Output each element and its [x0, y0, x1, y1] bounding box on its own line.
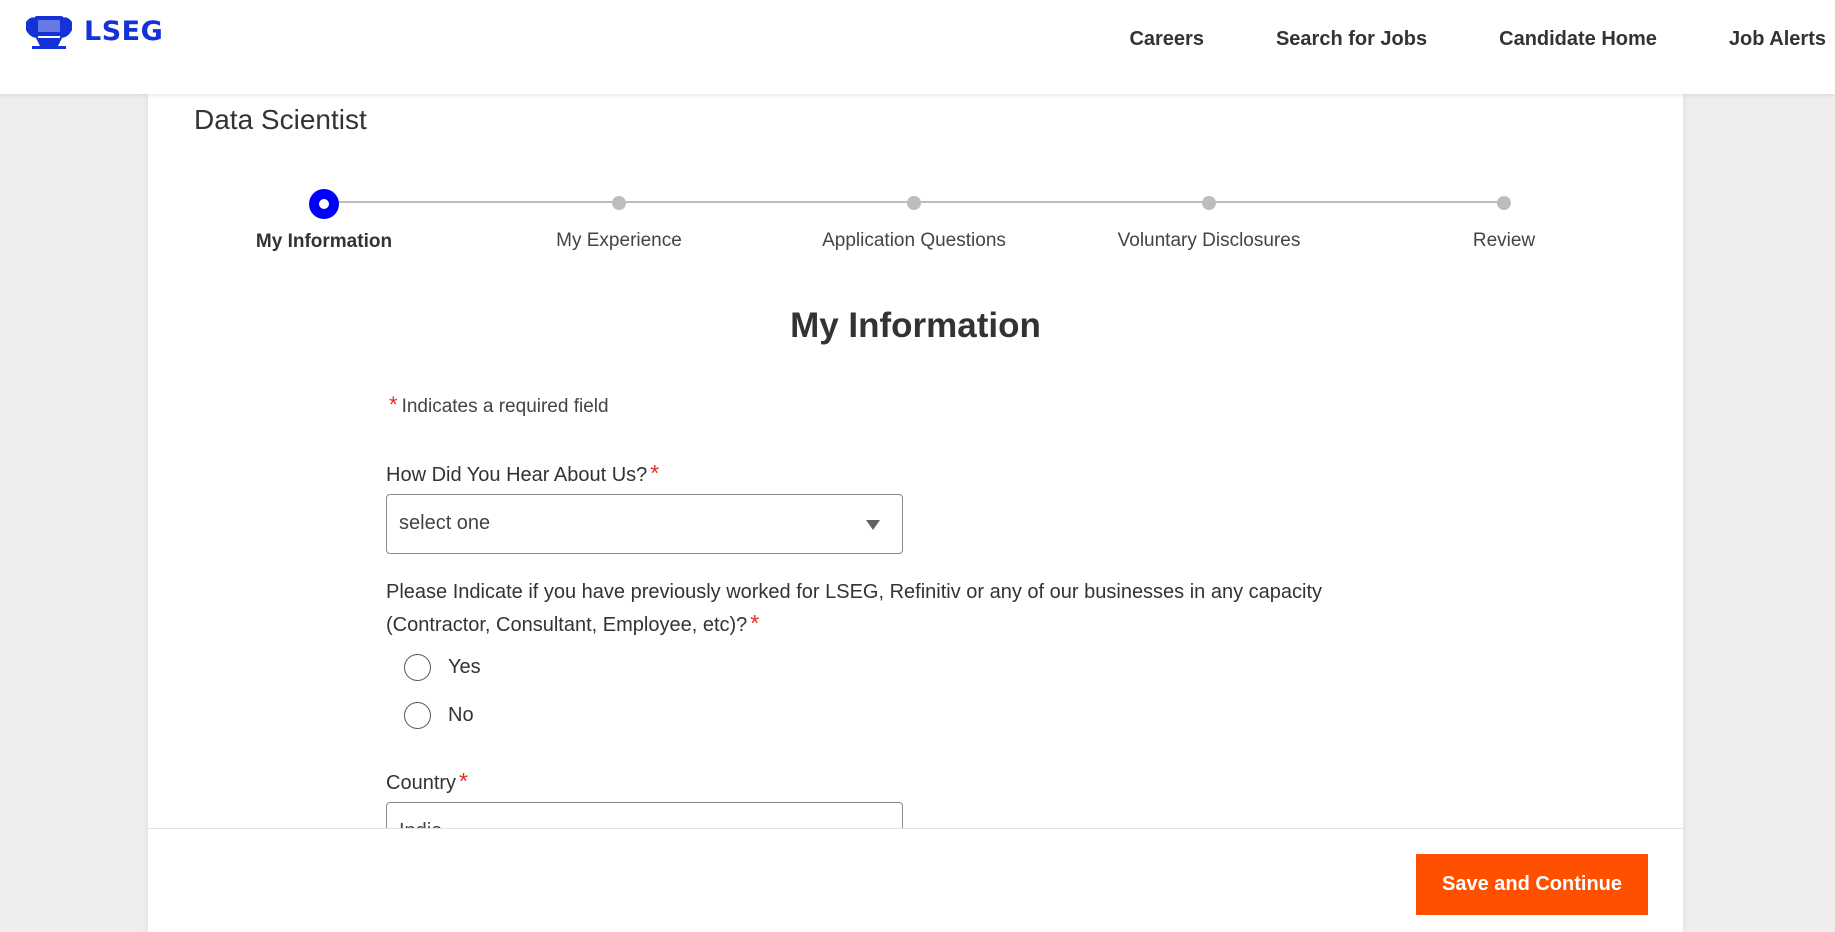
step-label: Voluntary Disclosures	[1117, 230, 1301, 251]
hear-about-label	[386, 458, 659, 491]
nav-careers[interactable]: Careers	[1129, 28, 1204, 50]
required-asterisk: *	[459, 768, 468, 794]
step-my-experience	[489, 189, 749, 252]
form-footer	[148, 828, 1683, 932]
step-indicator	[1202, 196, 1216, 210]
required-asterisk: *	[389, 392, 398, 417]
form-heading: My Information	[790, 306, 1041, 345]
required-asterisk: *	[750, 610, 760, 636]
step-label: My Experience	[556, 230, 682, 251]
step-my-information	[194, 189, 454, 253]
nav-job-alerts[interactable]: Job Alerts	[1728, 28, 1826, 50]
nav-search-for-jobs[interactable]: Search for Jobs	[1275, 28, 1428, 50]
top-header	[0, 0, 1835, 94]
top-nav	[1057, 28, 1826, 51]
hear-about-value: select one	[399, 512, 491, 534]
hear-about-select[interactable]	[386, 494, 903, 554]
progress-stepper	[148, 94, 1683, 294]
required-asterisk: *	[650, 460, 660, 486]
step-voluntary-disclosures	[1079, 189, 1339, 252]
step-indicator	[1497, 196, 1511, 210]
radio-yes-option[interactable]	[404, 654, 481, 681]
step-label: Application Questions	[822, 230, 1006, 251]
logo-text: LSEG	[84, 15, 164, 47]
previous-work-label-line1: Please Indicate if you have previously worked for LSEG, Refinitiv or any of our businesses in any capacity	[386, 581, 1323, 603]
lseg-logo[interactable]	[22, 12, 163, 50]
step-active-indicator	[309, 189, 339, 219]
lion-crest-icon	[22, 12, 76, 50]
radio-yes[interactable]	[404, 654, 431, 681]
job-title: Data Scientist	[194, 104, 367, 135]
step-label: My Information	[255, 231, 393, 252]
previous-work-label-line2: (Contractor, Consultant, Employee, etc)?	[386, 614, 748, 636]
nav-candidate-home[interactable]: Candidate Home	[1499, 28, 1657, 50]
hear-about-label-text: How Did You Hear About Us?	[386, 464, 648, 486]
step-indicator	[612, 196, 626, 210]
step-label: Review	[1472, 230, 1536, 251]
radio-no-label[interactable]: No	[448, 704, 474, 726]
dropdown-caret-icon	[866, 520, 880, 530]
previous-work-label	[386, 577, 1486, 641]
step-application-questions	[784, 189, 1044, 252]
radio-yes-label[interactable]: Yes	[448, 656, 481, 678]
step-indicator	[907, 196, 921, 210]
save-and-continue-button[interactable]: Save and Continue	[1416, 854, 1648, 915]
country-label	[386, 766, 468, 799]
step-review	[1374, 189, 1634, 252]
radio-no-option[interactable]	[404, 702, 474, 729]
application-card	[148, 94, 1683, 932]
radio-no[interactable]	[404, 702, 431, 729]
required-note-text: Indicates a required field	[401, 396, 609, 417]
required-field-note	[389, 392, 609, 418]
country-label-text: Country	[386, 772, 457, 794]
